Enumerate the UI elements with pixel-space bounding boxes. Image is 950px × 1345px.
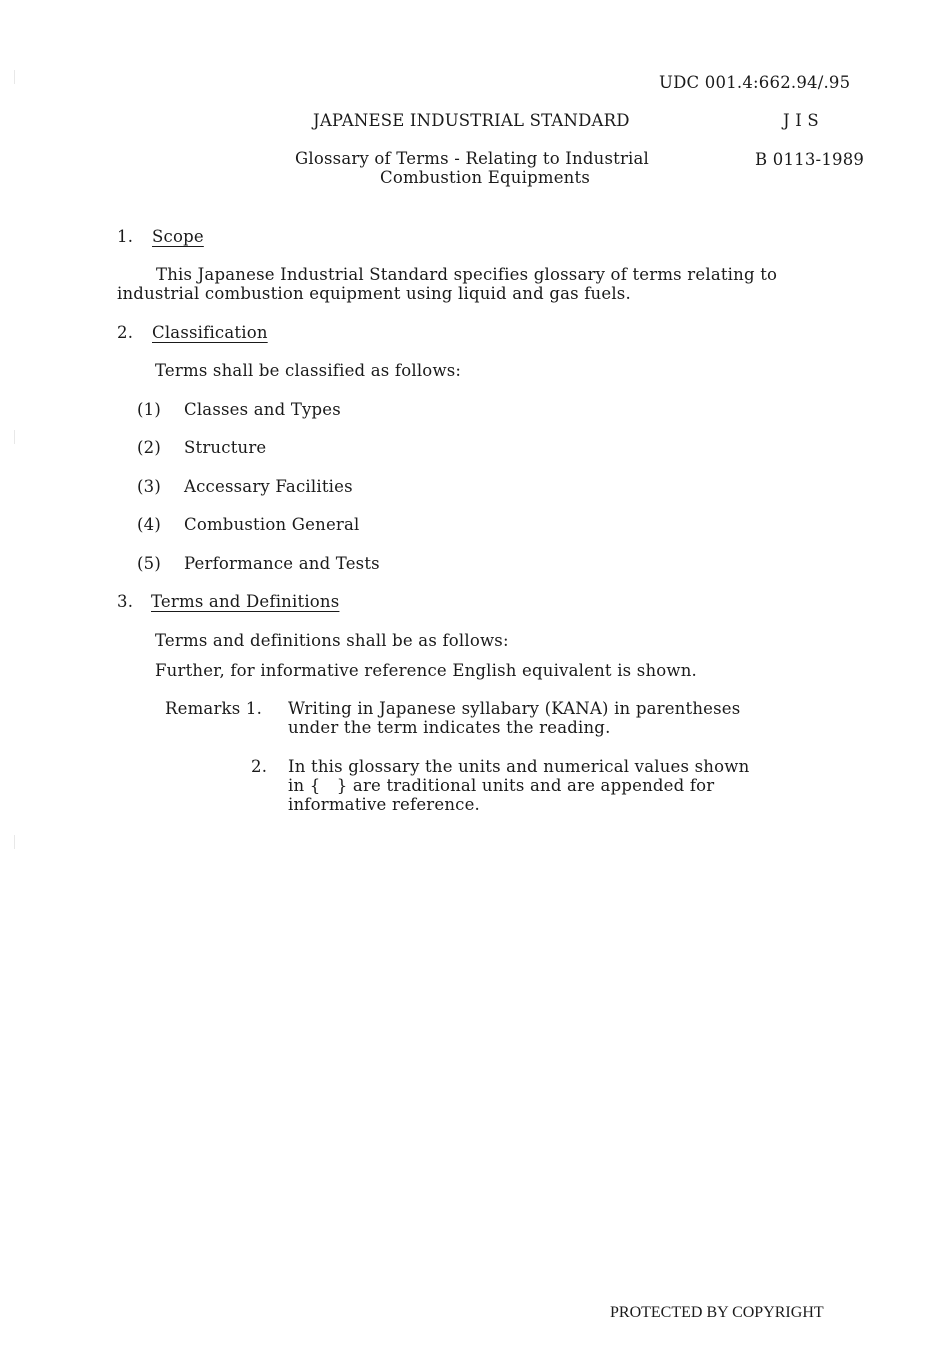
list-item-number: (3) bbox=[137, 477, 161, 496]
list-item-structure: Structure bbox=[184, 438, 267, 457]
remark2-line2: in { } are traditional units and are appended for bbox=[288, 776, 715, 795]
jis-label: J I S bbox=[783, 111, 819, 130]
terms-intro: Terms and definitions shall be as follows: bbox=[155, 631, 509, 650]
terms-further: Further, for informative reference English equivalent is shown. bbox=[155, 661, 698, 680]
scope-body-line2: industrial combustion equipment using liquid and gas fuels. bbox=[117, 284, 631, 303]
remark2-line3: informative reference. bbox=[288, 795, 481, 814]
list-item-accessary-facilities: Accessary Facilities bbox=[184, 477, 353, 496]
section-number-terms: 3. bbox=[117, 592, 134, 611]
scan-mark bbox=[14, 70, 15, 84]
scan-mark bbox=[14, 835, 15, 849]
list-item-performance-and-tests: Performance and Tests bbox=[184, 554, 380, 573]
copyright-notice: PROTECTED BY COPYRIGHT bbox=[610, 1304, 824, 1321]
document-title-line2: Combustion Equipments bbox=[380, 168, 590, 187]
list-item-combustion-general: Combustion General bbox=[184, 515, 360, 534]
scope-body-line1: This Japanese Industrial Standard specifies glossary of terms relating to bbox=[156, 265, 778, 284]
list-item-number: (4) bbox=[137, 515, 161, 534]
section-heading-scope: Scope bbox=[152, 227, 204, 246]
section-number-classification: 2. bbox=[117, 323, 134, 342]
udc-code: UDC 001.4:662.94/.95 bbox=[659, 73, 851, 92]
section-heading-terms: Terms and Definitions bbox=[151, 592, 340, 611]
document-title-line1: Glossary of Terms - Relating to Industrial bbox=[295, 149, 650, 168]
list-item-classes-and-types: Classes and Types bbox=[184, 400, 341, 419]
remarks-label: Remarks 1. bbox=[165, 699, 263, 718]
remark2-line1: In this glossary the units and numerical values shown bbox=[288, 757, 750, 776]
section-number-scope: 1. bbox=[117, 227, 134, 246]
section-heading-classification: Classification bbox=[152, 323, 268, 342]
document-number: B 0113-1989 bbox=[755, 150, 865, 169]
classification-intro: Terms shall be classified as follows: bbox=[155, 361, 462, 380]
list-item-number: (1) bbox=[137, 400, 161, 419]
list-item-number: (2) bbox=[137, 438, 161, 457]
standard-title: JAPANESE INDUSTRIAL STANDARD bbox=[313, 111, 630, 130]
list-item-number: (5) bbox=[137, 554, 161, 573]
remark1-line1: Writing in Japanese syllabary (KANA) in parentheses bbox=[288, 699, 741, 718]
remark1-line2: under the term indicates the reading. bbox=[288, 718, 611, 737]
scan-mark bbox=[14, 430, 15, 444]
remark2-number: 2. bbox=[251, 757, 268, 776]
